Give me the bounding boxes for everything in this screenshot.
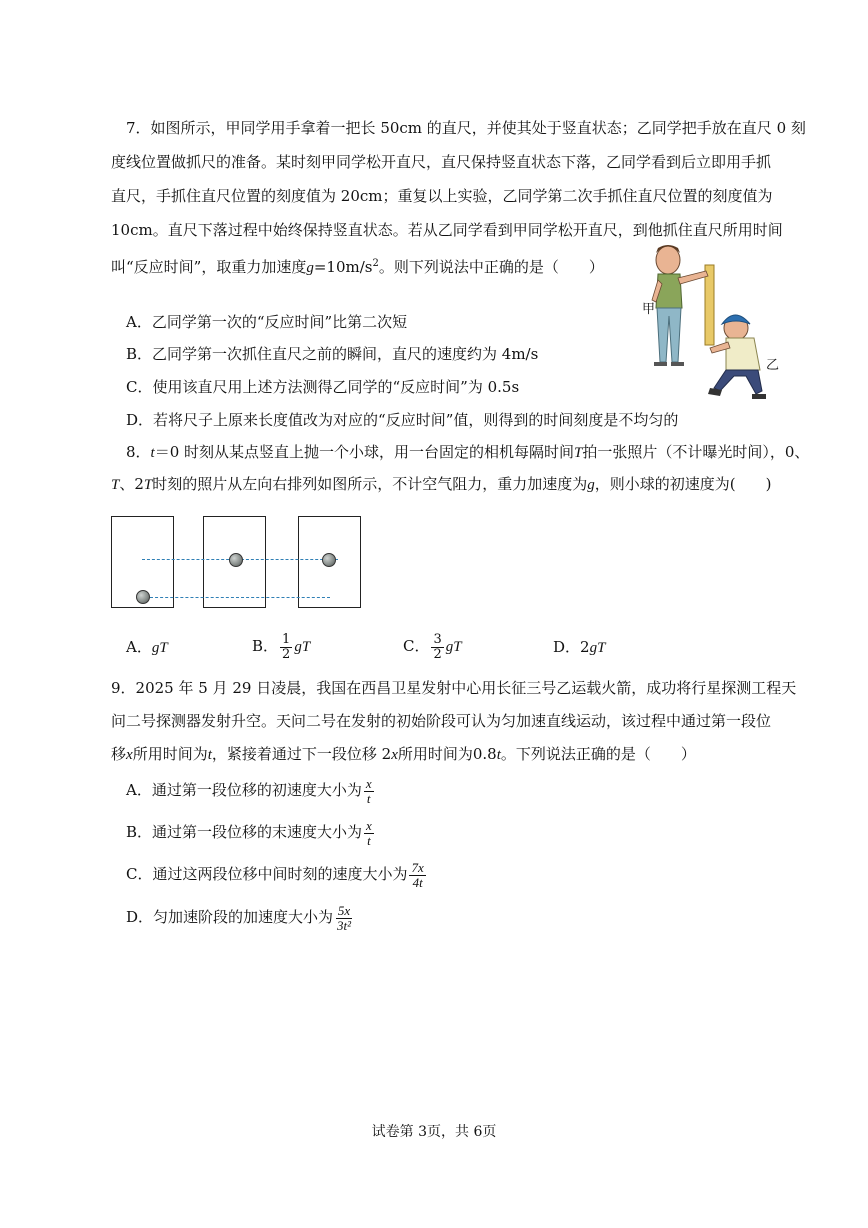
q7-option-a: A．乙同学第一次的“反应时间”比第二次短 [126,313,408,331]
q8-option-c: C． $\frac{3}{2}$ gT [403,631,462,662]
q7-line-4: 10cm。直尺下落过程中始终保持竖直状态。若从乙同学看到甲同学松开直尺，到他抓住直尺所用时间 [111,221,783,239]
q7-line-3: 直尺，手抓住直尺位置的刻度值为 20cm；重复以上实验，乙同学第二次手抓住直尺位置的刻度值为 [111,187,773,205]
q9-option-a: A．通过第一段位移的初速度大小为 $\frac{x}{t}$ [126,775,372,806]
q7-option-c: C．使用该直尺用上述方法测得乙同学的“反应时间”为 0.5s [126,378,520,396]
q8-option-d: D．2gT [553,638,606,656]
q9-option-c: C．通过这两段位移中间时刻的速度大小为 $\frac{7x}{4t}$ [126,859,424,890]
q9-line-1: 9．2025 年 5 月 29 日凌晨，我国在西昌卫星发射中心用长征三号乙运载火箭，成功将行星探测工程天 [111,679,797,697]
dashed-line-lower [150,597,330,598]
reaction-time-illustration [640,238,790,410]
page-footer: 试卷第 3页，共 6页 [371,1124,497,1140]
q8-option-b: B． $\frac{1}{2}$ gT [252,631,311,662]
ruler-illustration [705,265,714,345]
q7-option-b: B．乙同学第一次抓住直尺之前的瞬间，直尺的速度约为 4m/s [126,345,539,363]
ball-t1 [229,553,243,567]
q9-option-b: B．通过第一段位移的末速度大小为 $\frac{x}{t}$ [126,817,372,848]
label-jia: 甲 [642,302,656,317]
q7-line-2: 度线位置做抓尺的准备。某时刻甲同学松开直尺，直尺保持竖直状态下落，乙同学看到后立即用手抓 [111,153,772,171]
ball-t0 [136,590,150,604]
q9-line-3: 移x所用时间为t，紧接着通过下一段位移 2x所用时间为0.8t。下列说法正确的是（ ） [111,745,696,763]
q7-line-1: 7．如图所示，甲同学用手拿着一把长 50cm 的直尺，并使其处于竖直状态；乙同学把手放在直尺 0 刻 [126,119,806,137]
q7-option-d: D．若将尺子上原来长度值改为对应的“反应时间”值，则得到的时间刻度是不均匀的 [126,411,679,429]
label-yi: 乙 [766,358,780,373]
q8-option-a: A．gT [126,638,168,656]
q8-line-1: 8．t＝0 时刻从某点竖直上抛一个小球，用一台固定的相机每隔时间T拍一张照片（不计曝光时间），0、 [126,443,810,461]
ball-t2 [322,553,336,567]
q9-option-d: D．匀加速阶段的加速度大小为 $\frac{5x}{\text{3t²}}$ [126,902,352,933]
q8-line-2: T、2T时刻的照片从左向右排列如图所示，不计空气阻力，重力加速度为g，则小球的初速度为( ) [111,475,772,493]
q9-line-2: 问二号探测器发射升空。天问二号在发射的初始阶段可认为匀加速直线运动，该过程中通过第一段位 [111,712,772,730]
q7-line-5: 叫“反应时间”，取重力加速度$g=10m/s^2$。则下列说法中正确的是（ ） [111,258,604,276]
